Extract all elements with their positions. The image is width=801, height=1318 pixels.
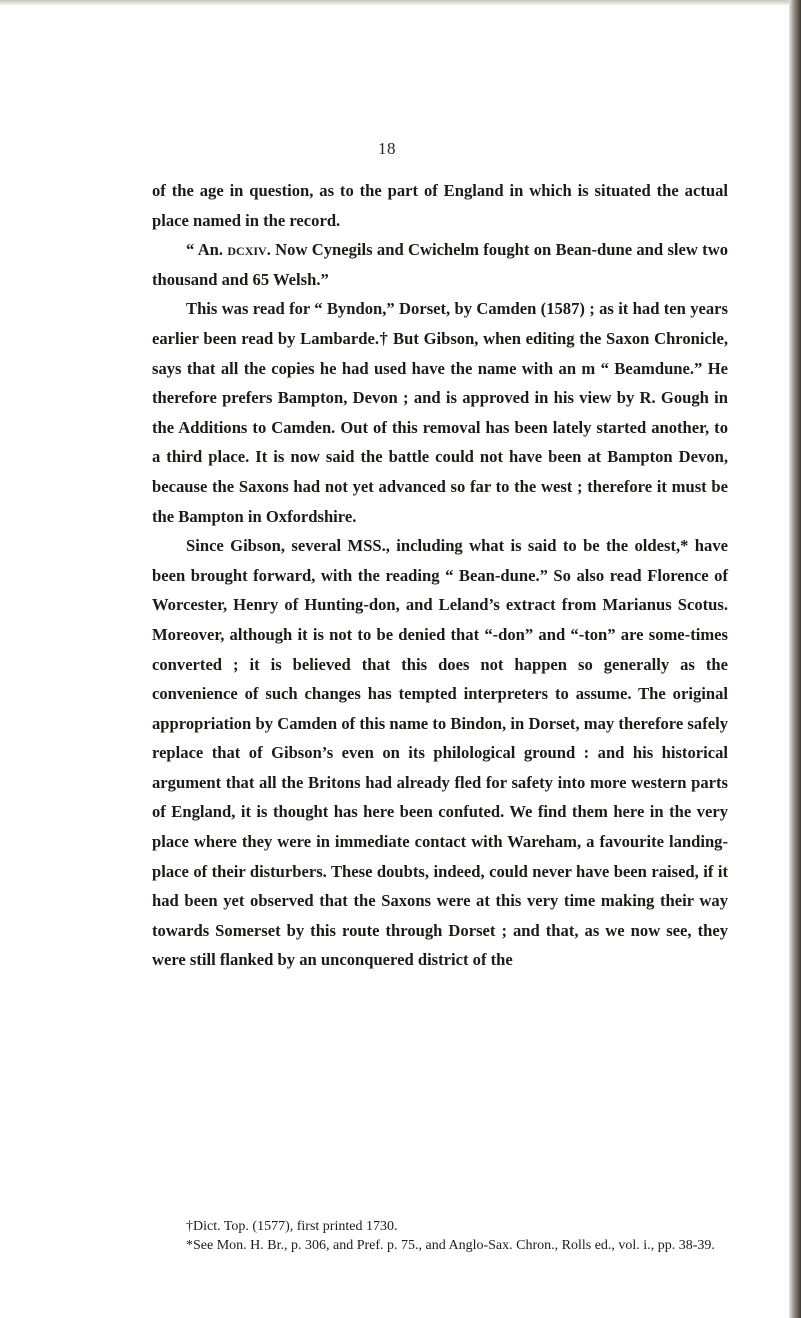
top-edge-shadow	[0, 0, 790, 5]
quote-prefix: “ An.	[186, 240, 228, 260]
binding-edge	[789, 0, 801, 1318]
paragraph-continuation: of the age in question, as to the part of England in which is situated the actual place named in the record.	[152, 181, 728, 230]
page-number: 18	[378, 139, 396, 158]
footnote-dagger: †Dict. Top. (1577), first printed 1730.	[186, 1219, 398, 1234]
body-text	[152, 176, 728, 975]
paragraph-byndon: This was read for “ Byndon,” Dorset, by Camden (1587) ; as it had ten years earlier been read by Lambarde.† But Gibson, when editing the Saxon Chronicle, says that all the copies he had used have the name with an m “ Beamdune.” He therefore prefers Bampton, Devon ; and is approved in his view by R. Gough in the Additions to Camden. Out of this removal has been lately started another, to a third place. It is now said the battle could not have been at Bampton Devon, because the Saxons had not yet advanced so far to the west ; therefore it must be the Bampton in Oxfordshire.	[152, 299, 728, 526]
paragraph-gibson: Since Gibson, several MSS., including what is said to be the oldest,* have been brought forward, with the reading “ Bean-dune.” So also read Florence of Worcester, Henry of Hunting-don, and Leland’s extract from Marianus Scotus. Moreover, although it is not to be denied that “-don” and “-ton” are some-times converted ; it is believed that this does not happen so generally as the convenience of such changes has tempted interpreters to assume. The original appropriation by Camden of this name to Bindon, in Dorset, may therefore safely replace that of Gibson’s even on its philological ground : and his historical argument that all the Britons had already fled for safety into more western parts of England, it is thought has here been confuted. We find them here in the very place where they were in immediate contact with Wareham, a favourite landing-place of their disturbers. These doubts, indeed, could never have been raised, if it had been yet observed that the Saxons were at this very time making their way towards Somerset by this route through Dorset ; and that, as we now see, they were still flanked by an unconquered district of the	[152, 536, 728, 970]
quote-year: dcxiv.	[227, 240, 271, 260]
paragraph-quote	[152, 235, 728, 294]
footnote-asterisk: *See Mon. H. Br., p. 306, and Pref. p. 75., and Anglo-Sax. Chron., Rolls ed., vol. i., pp. 38-39.	[186, 1237, 715, 1253]
footnotes	[152, 1218, 728, 1255]
quote-body: Now Cynegils and Cwichelm fought on Bean-dune and slew two thousand and 65 Welsh.”	[152, 240, 728, 289]
